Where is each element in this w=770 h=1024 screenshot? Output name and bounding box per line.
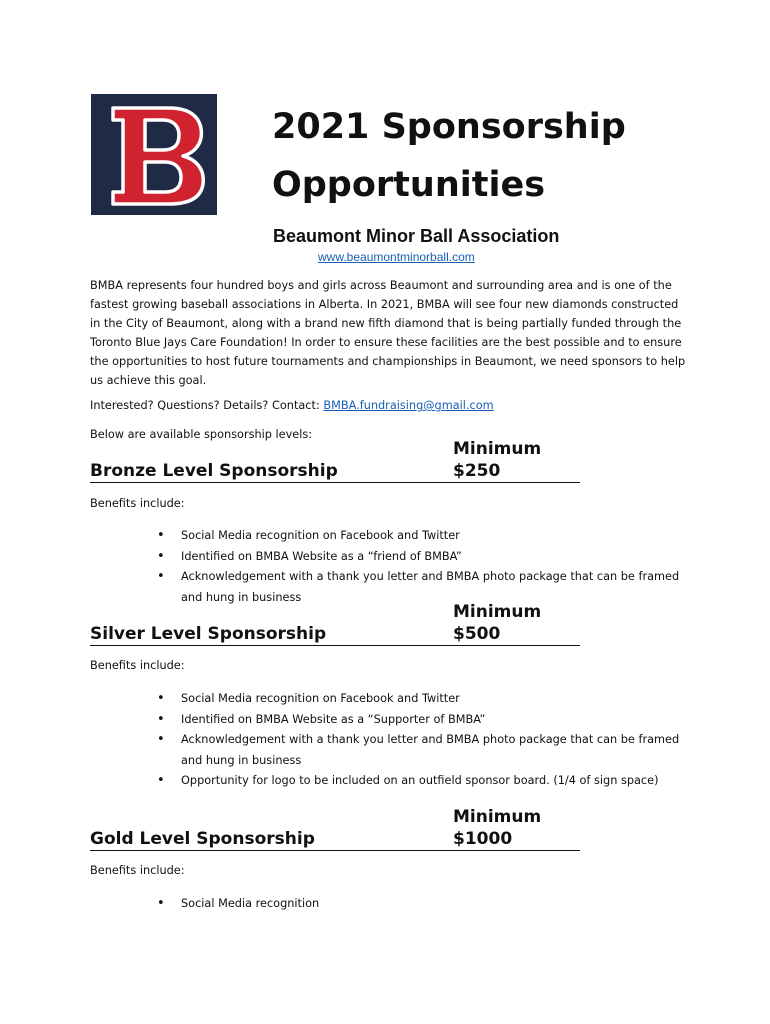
intro-paragraph: BMBA represents four hundred boys and girls across Beaumont and surrounding area and is one of the fastest growing baseball associations in Alberta. In 2021, BMBA will see four new diamonds constructed in the City of Beaumont, along with a brand new fifth diamond that is being partially funded through the Toronto Blue Jays Care Foundation! In order to ensure these facilities are the best possible and to ensure the opportunities to host future tournaments and championships in Beaumont, we need sponsors to help us achieve this goal. (90, 279, 686, 387)
contact-email-link[interactable]: BMBA.fundraising@gmail.com (323, 399, 494, 412)
level-minimum: Minimum $250 (453, 439, 542, 481)
list-item: • Social Media recognition on Facebook and Twitter (0, 526, 681, 547)
gold-level-heading (90, 807, 580, 851)
contact-prefix: Interested? Questions? Details? Contact: (90, 399, 324, 412)
benefits-label: Benefits include: (90, 659, 185, 672)
website-link[interactable]: www.beaumontminorball.com (318, 250, 475, 264)
contact-line (90, 399, 494, 412)
list-item: • Social Media recognition on Facebook and Twitter (0, 689, 681, 710)
gold-benefits-list (0, 894, 681, 915)
letter-b-logo-icon (91, 94, 217, 215)
bmba-logo (91, 94, 217, 215)
list-item: • Identified on BMBA Website as a “Supporter of BMBA” (0, 710, 681, 731)
level-name: Gold Level Sponsorship (90, 829, 315, 849)
levels-intro: Below are available sponsorship levels: (90, 428, 313, 441)
benefits-label: Benefits include: (90, 497, 185, 510)
silver-benefits-list (0, 689, 681, 792)
level-minimum: Minimum $500 (453, 602, 542, 644)
level-name: Silver Level Sponsorship (90, 624, 327, 644)
list-item: • Acknowledgement with a thank you letter and BMBA photo package that can be framed and hung in business (0, 730, 681, 771)
list-item: • Social Media recognition (0, 894, 681, 915)
list-item: • Opportunity for logo to be included on an outfield sponsor board. (1/4 of sign space) (0, 771, 681, 792)
list-item: • Identified on BMBA Website as a “friend of BMBA” (0, 547, 681, 568)
benefits-label: Benefits include: (90, 864, 185, 877)
title-line-1: 2021 Sponsorship (272, 107, 626, 147)
silver-level-heading (90, 602, 580, 646)
bronze-benefits-list (0, 526, 681, 608)
level-minimum: Minimum $1000 (453, 807, 542, 849)
title-line-2: Opportunities (272, 165, 546, 205)
bronze-level-heading (90, 439, 580, 483)
organization-name: Beaumont Minor Ball Association (273, 226, 560, 246)
page-title (272, 98, 626, 214)
level-name: Bronze Level Sponsorship (90, 461, 338, 481)
list-item: • Acknowledgement with a thank you letter and BMBA photo package that can be framed and hung in business (0, 567, 681, 608)
